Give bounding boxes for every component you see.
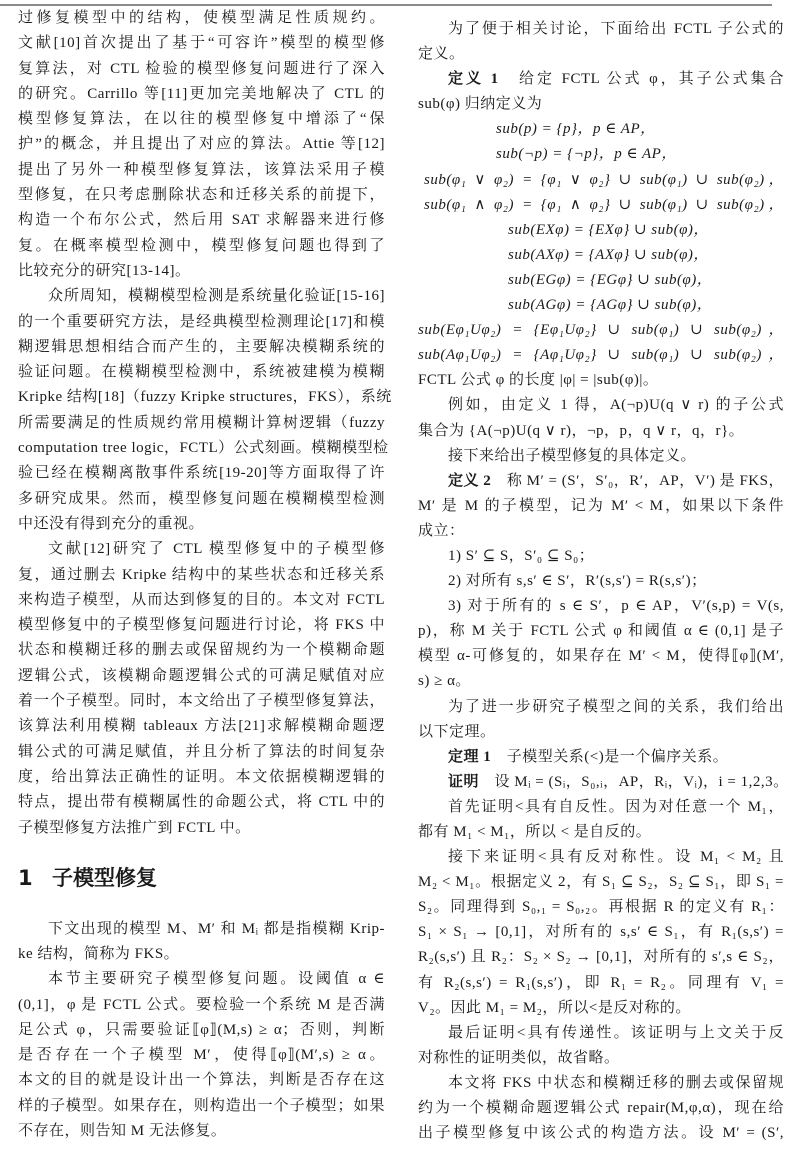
- line-text: sub(φ₁ ∧ φ₂) = {φ₁ ∧ φ₂} ∪ sub(φ₁) ∪ sub(φ₂)，: [424, 196, 784, 213]
- text-line: [18, 259, 385, 284]
- text-line: [18, 740, 385, 765]
- formula-line: [418, 168, 784, 193]
- text-line: [18, 411, 385, 436]
- line-text: 下文出现的模型 M、M′ 和 Mᵢ 都是指模糊 Krip-: [48, 920, 385, 937]
- text-line: [418, 42, 784, 67]
- line-text: p)，称 M 关于 FCTL 公式 φ 和阈值 α ∈ (0,1] 是子: [418, 623, 784, 640]
- text-line: [418, 1096, 784, 1121]
- text-line: [18, 6, 385, 31]
- text-line: [18, 689, 385, 714]
- line-text: 例如，由定义 1 得，A(¬p)U(q ∨ r) 的子公式: [448, 397, 784, 414]
- line-text: 接下来证明<具有反对称性。设 M₁ < M₂ 且: [448, 849, 784, 866]
- text-line: [418, 945, 784, 970]
- text-line: [418, 895, 784, 920]
- line-text: 3) 对于所有的 s ∈ S′，p ∈ AP，V′(s,p) = V(s,: [448, 598, 784, 615]
- line-text: 特点，提出带有模糊属性的命题公式，将 CTL 中的: [18, 794, 385, 811]
- text-line: [418, 996, 784, 1021]
- formula-line: [418, 117, 784, 142]
- left-column: [18, 6, 392, 1144]
- text-line: [18, 563, 385, 588]
- line-text: 所需要满足的性质规约常用模糊计算树逻辑（fuzzy: [18, 414, 385, 431]
- line-text: 样的子模型。如果存在，则构造出一个子模型；如果: [18, 1097, 385, 1114]
- formula-line: [418, 318, 784, 343]
- text-line: [18, 993, 385, 1018]
- text-line: [418, 720, 784, 745]
- text-line: [18, 208, 385, 233]
- line-text: 模型修复中的子模型修复问题进行讨论，将 FKS 中: [18, 617, 385, 634]
- text-line: [18, 917, 385, 942]
- text-line: [418, 1071, 784, 1096]
- line-text: V₂。因此 M₁ = M₂，所以<是反对称的。: [418, 999, 691, 1016]
- text-line: [18, 1043, 385, 1068]
- line-text: 不存在，则告知 M 无法修复。: [18, 1123, 227, 1140]
- line-text: 的研究。Carrillo 等[11]更加完美地解决了 CTL 的: [18, 85, 385, 102]
- text-line: [18, 765, 385, 790]
- text-line: [18, 588, 385, 613]
- line-text: 足公式 φ，只需要验证⟦φ⟧(M,s) ≥ α；否则，判断: [18, 1021, 385, 1038]
- line-text: 成立：: [418, 522, 465, 539]
- line-text: 众所周知，模糊模型检测是系统量化验证[15-16]: [48, 288, 385, 305]
- text-line: [418, 519, 784, 544]
- line-text: M′ 是 M 的子模型，记为 M′ < M，如果以下条件: [418, 497, 784, 514]
- line-text: Kripke 结构[18]（fuzzy Kripke structures，FKS），系统: [18, 389, 392, 406]
- line-text: 子模型修复方法推广到 FCTL 中。: [18, 819, 251, 836]
- text-line: [418, 870, 784, 895]
- line-text: 糊逻辑思想相结合而产生的，主要解决模糊系统的: [18, 338, 385, 355]
- line-text: 本文将 FKS 中状态和模糊迁移的删去或保留规: [448, 1074, 784, 1091]
- line-text: 着一个子模型。同时，本文给出了子模型修复算法，: [18, 693, 385, 710]
- text-line: [18, 461, 385, 486]
- text-line: [18, 714, 385, 739]
- text-line: [418, 67, 784, 92]
- text-line: [18, 132, 385, 157]
- line-text: 比较充分的研究[13-14]。: [18, 262, 191, 279]
- text-line: [18, 638, 385, 663]
- line-text: sub(φ) 归纳定义为: [418, 96, 543, 113]
- theorem-label: 证明: [448, 773, 480, 790]
- line-text: computation tree logic，FCTL）公式刻画。模糊模型检: [18, 440, 389, 457]
- text-line: [18, 537, 385, 562]
- line-text: 都有 M₁ < M₁，所以 < 是自反的。: [418, 824, 652, 840]
- line-text: 定义。: [418, 46, 465, 63]
- line-text: 提出了另外一种模型修复算法，该算法采用子模: [18, 161, 385, 178]
- right-column: [418, 17, 789, 1146]
- line-text: ke 结构，简称为 FKS。: [18, 945, 180, 962]
- line-text: 本节主要研究子模型修复问题。设阈值 α ∈: [48, 971, 385, 988]
- line-text: 的一个重要研究方法，是经典模型检测理论[17]和模: [18, 313, 385, 330]
- line-text: 模型修复算法，在以往的模型修复中增添了“保: [18, 111, 385, 128]
- section-paragraphs: [18, 917, 385, 1145]
- text-line: [418, 669, 784, 694]
- formula-line: [418, 142, 784, 167]
- text-line: [418, 1021, 784, 1046]
- line-text: 构造一个布尔公式，然后用 SAT 求解器来进行修: [18, 212, 385, 229]
- text-line: [18, 107, 385, 132]
- line-text: M₂ < M₁。根据定义 2，有 S₁ ⊆ S₂，S₂ ⊆ S₁，即 S₁ =: [418, 874, 784, 891]
- text-line: [18, 1094, 385, 1119]
- line-text: 辑公式的可满足赋值，并且分析了算法的时间复杂: [18, 743, 385, 760]
- text-line: [418, 17, 784, 42]
- line-text: 子模型关系(<)是一个偏序关系。: [491, 748, 729, 765]
- line-text: sub(Eφ₁Uφ₂) = {Eφ₁Uφ₂} ∪ sub(φ₁) ∪ sub(φ₂)，: [418, 322, 784, 339]
- line-text: 是否存在一个子模型 M′，使得⟦φ⟧(M′,s) ≥ α。: [18, 1047, 385, 1064]
- text-line: [418, 569, 784, 594]
- text-line: [18, 664, 385, 689]
- line-text: 复。在概率模型检测中，模型修复问题也得到了: [18, 237, 385, 254]
- line-text: 约为一个模糊命题逻辑公式 repair(M,φ,α)，现在给: [418, 1100, 784, 1117]
- text-line: [18, 1018, 385, 1043]
- line-text: 以下定理。: [418, 723, 496, 740]
- line-text: 该算法利用模糊 tableaux 方法[21]求解模糊命题逻: [18, 718, 385, 735]
- line-text: S₂。同理得到 S₀,₁ = S₀,₂。再根据 R 的定义有 R₁：: [418, 899, 784, 916]
- line-text: 中还没有得到充分的重视。: [18, 515, 205, 532]
- line-text: 为了便于相关讨论，下面给出 FCTL 子公式的: [448, 21, 784, 37]
- text-line: [418, 795, 784, 820]
- line-text: 验证问题。在模糊模型检测中，系统被建模为模糊: [18, 364, 385, 381]
- text-line: [18, 613, 385, 638]
- line-text: 有 R₂(s,s′) = R₁(s,s′)，即 R₁ = R₂。同理有 V₁ =: [418, 974, 784, 991]
- line-text: 为了进一步研究子模型之间的关系，我们给出: [448, 698, 784, 715]
- text-line: [18, 385, 392, 410]
- line-text: 出子模型修复中该公式的构造方法。设 M′ = (S′,: [418, 1125, 784, 1142]
- text-line: [18, 310, 385, 335]
- line-text: R₂(s,s′) 且 R₂：S₂ × S₂ → [0,1]，对所有的 s′,s ∈ S₂，: [418, 949, 784, 966]
- formula-line: [418, 293, 784, 318]
- line-text: 本文的目的就是设计出一个算法，判断是否存在这: [18, 1072, 385, 1089]
- formula-line: [418, 193, 784, 218]
- line-text: 对称性的证明类似，故省略。: [418, 1049, 620, 1066]
- line-text: 文献[12]研究了 CTL 模型修复中的子模型修: [48, 541, 385, 558]
- line-text: sub(EGφ) = {EGφ} ∪ sub(φ)，: [508, 271, 713, 288]
- line-text: 复算法，对 CTL 检验的模型修复问题进行了深入: [18, 60, 385, 77]
- line-text: 给定 FCTL 公式 φ，其子公式集合: [498, 71, 784, 88]
- line-text: 来构造子模型，从而达到修复的目的。本文对 FCTL: [18, 591, 385, 608]
- line-text: FCTL 公式 φ 的长度 |φ| = |sub(φ)|。: [418, 372, 659, 389]
- line-text: 多研究成果。然而，模型修复问题在模糊模型检测: [18, 490, 385, 507]
- theorem-label: 定义 1: [448, 71, 499, 88]
- text-line: [18, 31, 385, 56]
- line-text: 最后证明<具有传递性。该证明与上文关于反: [448, 1024, 784, 1041]
- text-line: [418, 644, 784, 669]
- text-line: [418, 544, 784, 569]
- text-line: [18, 1119, 385, 1144]
- line-text: 文献[10]首次提出了基于“可容许”模型的模型修: [18, 35, 385, 52]
- line-text: 接下来给出子模型修复的具体定义。: [448, 447, 697, 464]
- line-text: sub(AXφ) = {AXφ} ∪ sub(φ)，: [508, 246, 709, 263]
- text-line: [418, 393, 784, 418]
- text-line: [418, 820, 784, 845]
- text-line: [18, 942, 385, 967]
- line-text: sub(Aφ₁Uφ₂) = {Aφ₁Uφ₂} ∪ sub(φ₁) ∪ sub(φ₂)，: [418, 347, 784, 364]
- text-line: [418, 1121, 784, 1146]
- line-text: 度，给出算法正确性的证明。本文依据模糊逻辑的: [18, 768, 385, 785]
- line-text: 状态和模糊迁移的删去或保留规约为一个模糊命题: [18, 642, 385, 659]
- line-text: 模型 α-可修复的，如果存在 M′ < M，使得⟦φ⟧(M′,: [418, 648, 784, 665]
- text-line: [18, 512, 385, 537]
- text-line: [418, 494, 784, 519]
- line-text: 首先证明<具有自反性。因为对任意一个 M₁，: [448, 798, 784, 815]
- text-line: [418, 770, 789, 795]
- text-line: [18, 790, 385, 815]
- section-title: 子模型修复: [52, 865, 157, 890]
- line-text: (0,1]，φ 是 FCTL 公式。要检验一个系统 M 是否满: [18, 996, 385, 1013]
- theorem-label: 定理 1: [448, 748, 492, 765]
- text-line: [18, 436, 389, 461]
- line-text: 逻辑公式，该模糊命题逻辑公式的可满足赋值对应: [18, 667, 385, 684]
- text-line: [418, 845, 784, 870]
- line-text: sub(¬p) = {¬p}，p ∈ AP，: [496, 146, 677, 163]
- intro-paragraphs: [18, 6, 392, 841]
- line-text: 复，通过删去 Kripke 结构中的某些状态和迁移关系: [18, 566, 385, 583]
- text-line: [418, 971, 784, 996]
- line-text: sub(EXφ) = {EXφ} ∪ sub(φ)，: [508, 221, 709, 238]
- text-line: [418, 594, 784, 619]
- text-line: [418, 619, 784, 644]
- line-text: sub(AGφ) = {AGφ} ∪ sub(φ)，: [508, 297, 713, 314]
- text-line: [18, 158, 385, 183]
- formula-line: [418, 343, 784, 368]
- text-line: [418, 469, 784, 494]
- text-line: [18, 1068, 385, 1093]
- line-text: 1) S′ ⊆ S，S′₀ ⊆ S₀；: [448, 547, 595, 564]
- text-line: [418, 92, 784, 117]
- text-line: [18, 360, 385, 385]
- line-text: 护”的概念，并且提出了对应的算法。Attie 等[12]: [18, 136, 385, 153]
- text-line: [18, 816, 385, 841]
- formula-line: [418, 218, 784, 243]
- text-line: [18, 82, 385, 107]
- line-text: sub(p) = {p}，p ∈ AP，: [496, 121, 656, 138]
- text-line: [418, 368, 784, 393]
- text-line: [418, 419, 784, 444]
- text-line: [418, 745, 784, 770]
- text-line: [418, 920, 784, 945]
- text-line: [18, 183, 385, 208]
- formula-line: [418, 243, 784, 268]
- text-line: [418, 444, 784, 469]
- line-text: s) ≥ α。: [418, 673, 471, 690]
- text-line: [18, 487, 385, 512]
- line-text: sub(φ₁ ∨ φ₂) = {φ₁ ∨ φ₂} ∪ sub(φ₁) ∪ sub(φ₂)，: [424, 171, 784, 188]
- text-line: [418, 1046, 784, 1071]
- theorem-label: 定义 2: [448, 472, 492, 489]
- text-line: [18, 234, 385, 259]
- section-number: 1: [18, 865, 33, 890]
- text-line: [18, 57, 385, 82]
- line-text: 集合为 {A(¬p)U(q ∨ r)，¬p，p，q ∨ r，q，r}。: [418, 422, 745, 439]
- section-heading: [18, 841, 385, 917]
- text-line: [18, 284, 385, 309]
- text-line: [18, 335, 385, 360]
- line-text: 2) 对所有 s,s′ ∈ S′，R′(s,s′) = R(s,s′)；: [448, 573, 707, 590]
- line-text: 型修复，在只考虑删除状态和迁移关系的前提下，: [18, 187, 385, 204]
- line-text: S₁ × S₁ → [0,1]，对所有的 s,s′ ∈ S₁，有 R₁(s,s′) =: [418, 924, 784, 941]
- text-line: [18, 967, 385, 992]
- line-text: 过修复模型中的结构，使模型满足性质规约。: [18, 10, 385, 26]
- line-text: 称 M′ = (S′，S′₀，R′，AP，V′) 是 FKS，: [491, 472, 784, 489]
- formula-line: [418, 268, 784, 293]
- line-text: 设 Mᵢ = (Sᵢ，S₀,ᵢ，AP，Rᵢ，Vᵢ)，i = 1,2,3。: [479, 773, 789, 790]
- line-text: 验已经在模糊离散事件系统[19-20]等方面取得了许: [18, 465, 385, 482]
- text-line: [418, 695, 784, 720]
